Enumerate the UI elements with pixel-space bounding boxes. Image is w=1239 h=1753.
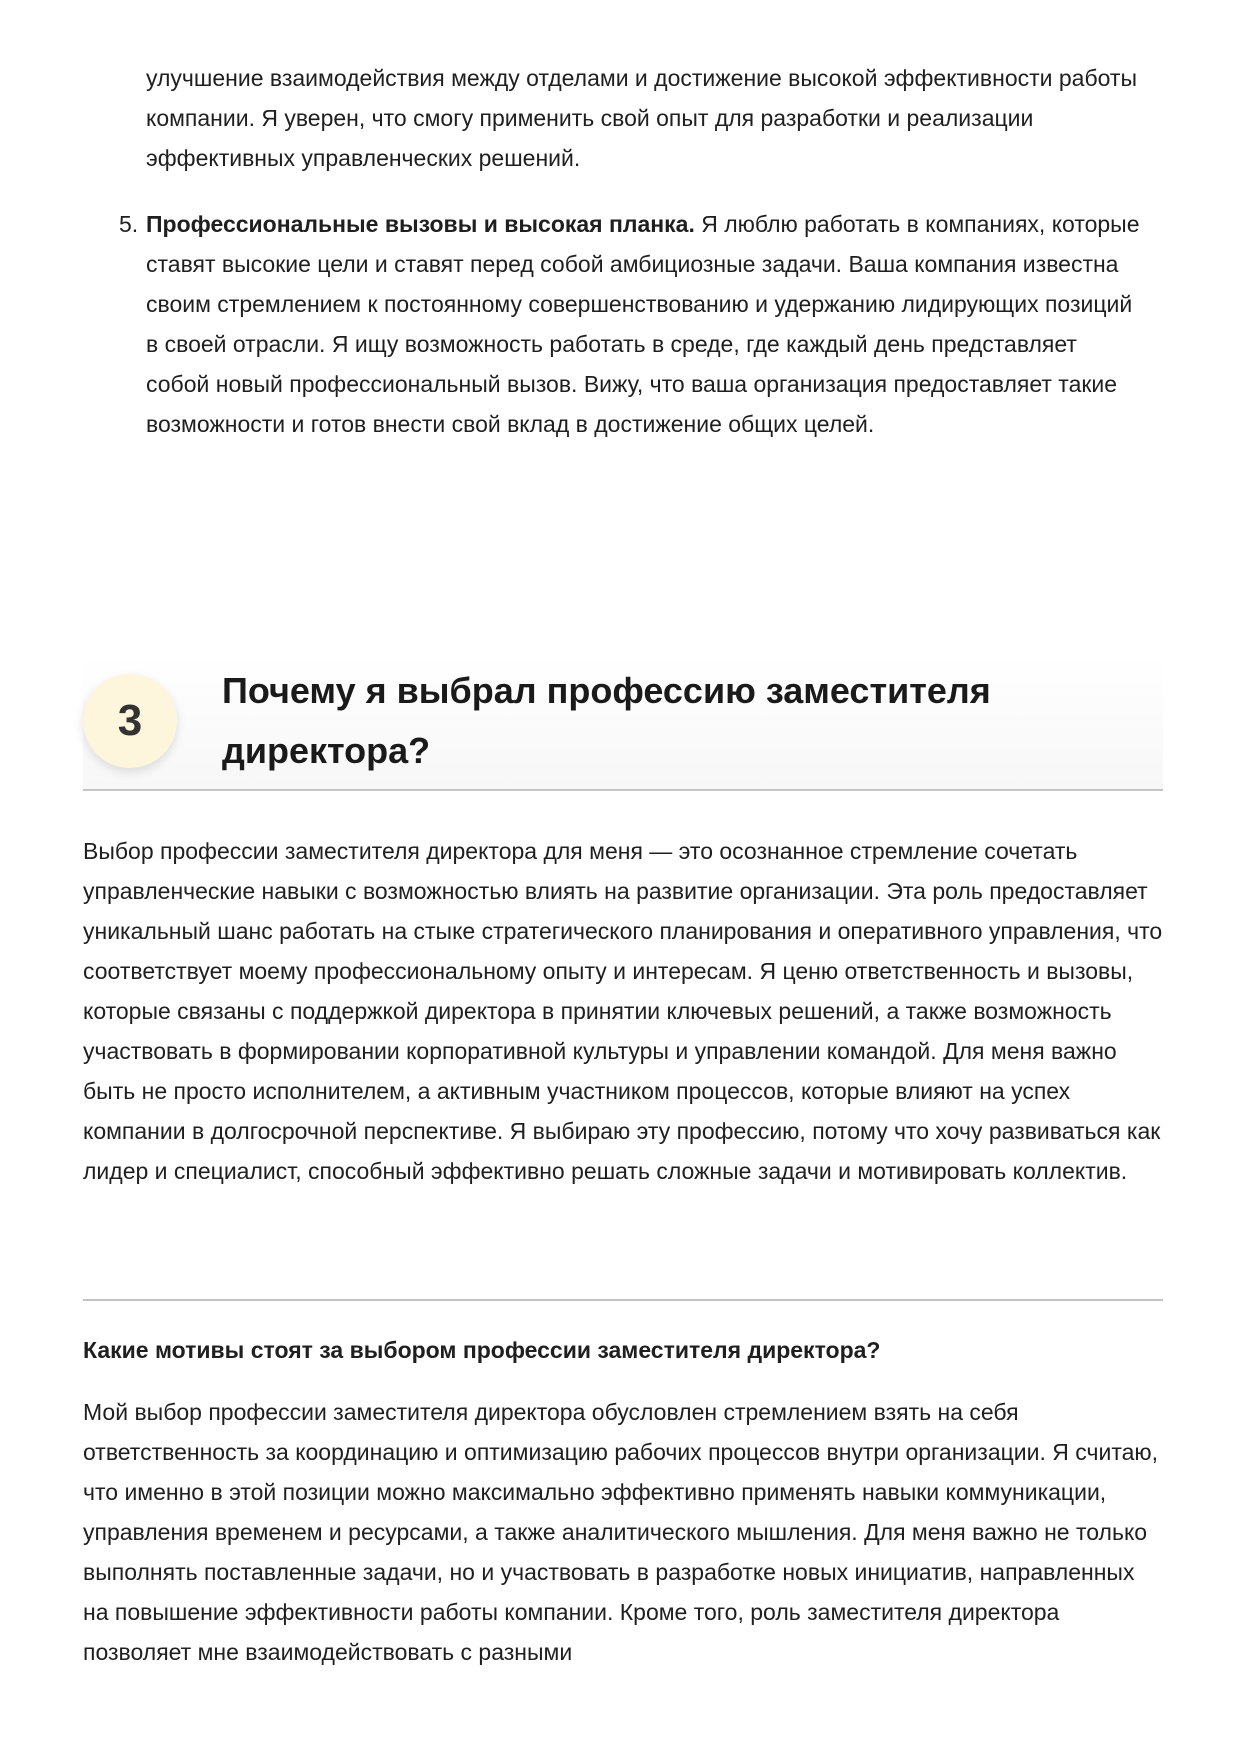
list-item-5 bbox=[119, 204, 1146, 444]
list-item-bold-lead: Профессиональные вызовы и высокая планка. bbox=[146, 211, 695, 237]
section-header bbox=[83, 655, 1163, 791]
list-item-4-continuation: улучшение взаимодействия между отделами и достижение высокой эффективности работы компании. Я уверен, что смогу применить свой опыт для разработки и реализации эффективных управленческих решений. bbox=[146, 65, 1137, 171]
section-number-badge: 3 bbox=[83, 674, 177, 768]
section-title: Почему я выбрал профессию заместителя директора? bbox=[222, 670, 991, 771]
divider bbox=[83, 1299, 1163, 1301]
subheading: Какие мотивы стоят за выбором профессии заместителя директора? bbox=[83, 1337, 881, 1363]
list-item-number: 5. bbox=[119, 211, 139, 237]
list-item-text: Я люблю работать в компаниях, которые ставят высокие цели и ставят перед собой амбициозные задачи. Ваша компания известна своим стремлением к постоянному совершенствованию и удержанию лидирующих позиций в своей отрасли. Я ищу возможность работать в среде, где каждый день представляет собой новый профессиональный вызов. Вижу, что ваша организация предоставляет такие возможности и готов внести свой вклад в достижение общих целей. bbox=[146, 211, 1140, 437]
paragraph: Выбор профессии заместителя директора для меня — это осознанное стремление сочетать управленческие навыки с возможностью влиять на развитие организации. Эта роль предоставляет уникальный шанс работать на стыке стратегического планирования и оперативного управления, что соответствует моему профессиональному опыту и интересам. Я ценю ответственность и вызовы, которые связаны с поддержкой директора в принятии ключевых решений, а также возможность участвовать в формировании корпоративной культуры и управлении командой. Для меня важно быть не просто исполнителем, а активным участником процессов, которые влияют на успех компании в долгосрочной перспективе. Я выбираю эту профессию, потому что хочу развиваться как лидер и специалист, способный эффективно решать сложные задачи и мотивировать коллектив. bbox=[83, 838, 1163, 1184]
paragraph: Мой выбор профессии заместителя директора обусловлен стремлением взять на себя ответственность за координацию и оптимизацию рабочих процессов внутри организации. Я считаю, что именно в этой позиции можно максимально эффективно применять навыки коммуникации, управления временем и ресурсами, а также аналитического мышления. Для меня важно не только выполнять поставленные задачи, но и участвовать в разработке новых инициатив, направленных на повышение эффективности работы компании. Кроме того, роль заместителя директора позволяет мне взаимодействовать с разными bbox=[83, 1399, 1159, 1665]
